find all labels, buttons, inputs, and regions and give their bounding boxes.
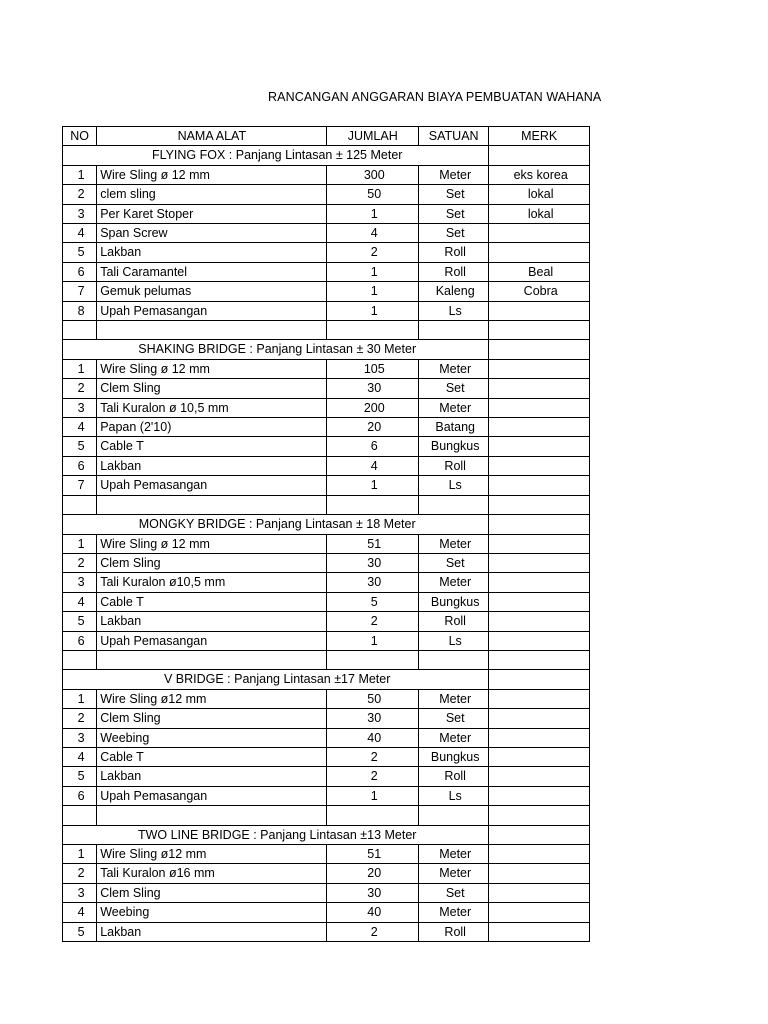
table-row xyxy=(63,689,590,708)
cell-qty: 50 xyxy=(327,185,419,204)
cell-unit: Bungkus xyxy=(419,747,489,766)
cell-name: Wire Sling ø 12 mm xyxy=(97,534,327,553)
spacer-row xyxy=(63,650,590,669)
table-row xyxy=(63,592,590,611)
cell-brand xyxy=(489,243,590,262)
cell-qty: 2 xyxy=(327,747,419,766)
cell-name: Tali Kuralon ø10,5 mm xyxy=(97,573,327,592)
cell-no xyxy=(63,806,97,825)
cell-name: Upah Pemasangan xyxy=(97,476,327,495)
cell-name: Cable T xyxy=(97,747,327,766)
cell-unit: Meter xyxy=(419,864,489,883)
cell-qty: 2 xyxy=(327,922,419,941)
cell-qty: 40 xyxy=(327,903,419,922)
cell-no: 1 xyxy=(63,359,97,378)
cell-no: 5 xyxy=(63,612,97,631)
cell-unit: Ls xyxy=(419,786,489,805)
cell-unit: Roll xyxy=(419,243,489,262)
cell-no: 1 xyxy=(63,689,97,708)
cell-no: 3 xyxy=(63,883,97,902)
cell-no: 3 xyxy=(63,398,97,417)
section-title: MONGKY BRIDGE : Panjang Lintasan ± 18 Meter xyxy=(63,515,489,534)
cell-name: Weebing xyxy=(97,728,327,747)
cell-brand xyxy=(489,418,590,437)
cell-no: 6 xyxy=(63,456,97,475)
cell-name: Upah Pemasangan xyxy=(97,631,327,650)
cell-qty: 1 xyxy=(327,301,419,320)
cell-unit: Meter xyxy=(419,398,489,417)
table-row xyxy=(63,864,590,883)
cell-qty: 1 xyxy=(327,476,419,495)
cell-brand xyxy=(489,883,590,902)
cell-brand xyxy=(489,553,590,572)
cell-no: 6 xyxy=(63,786,97,805)
table-row xyxy=(63,243,590,262)
cell-qty: 30 xyxy=(327,553,419,572)
cell-no: 4 xyxy=(63,592,97,611)
table-body xyxy=(63,146,590,942)
section-title-brand-cell xyxy=(489,340,590,359)
section-title: FLYING FOX : Panjang Lintasan ± 125 Meter xyxy=(63,146,489,165)
cell-qty: 2 xyxy=(327,767,419,786)
cell-name: Lakban xyxy=(97,767,327,786)
cell-no xyxy=(63,495,97,514)
cell-unit: Set xyxy=(419,553,489,572)
section-title: TWO LINE BRIDGE : Panjang Lintasan ±13 Meter xyxy=(63,825,489,844)
cell-brand xyxy=(489,786,590,805)
cell-name: Span Screw xyxy=(97,224,327,243)
table-row xyxy=(63,534,590,553)
cell-unit: Set xyxy=(419,204,489,223)
cell-no: 5 xyxy=(63,243,97,262)
cell-name: Gemuk pelumas xyxy=(97,282,327,301)
header-qty: JUMLAH xyxy=(327,127,419,146)
section-title-brand-cell xyxy=(489,515,590,534)
cell-no: 5 xyxy=(63,437,97,456)
cell-unit xyxy=(419,495,489,514)
cell-name: Lakban xyxy=(97,243,327,262)
cell-qty xyxy=(327,495,419,514)
cell-no: 4 xyxy=(63,903,97,922)
cell-no: 5 xyxy=(63,922,97,941)
cell-unit: Meter xyxy=(419,165,489,184)
section-title: SHAKING BRIDGE : Panjang Lintasan ± 30 Meter xyxy=(63,340,489,359)
cell-brand xyxy=(489,592,590,611)
cell-brand xyxy=(489,864,590,883)
cell-qty: 5 xyxy=(327,592,419,611)
cell-name: Upah Pemasangan xyxy=(97,786,327,805)
cell-name xyxy=(97,650,327,669)
cell-name: Per Karet Stoper xyxy=(97,204,327,223)
cell-brand xyxy=(489,922,590,941)
cell-brand xyxy=(489,398,590,417)
budget-table xyxy=(62,126,590,942)
cell-brand xyxy=(489,631,590,650)
cell-brand xyxy=(489,844,590,863)
cell-no: 5 xyxy=(63,767,97,786)
cell-no: 2 xyxy=(63,864,97,883)
cell-no: 3 xyxy=(63,573,97,592)
cell-name: Wire Sling ø 12 mm xyxy=(97,359,327,378)
cell-qty: 20 xyxy=(327,864,419,883)
cell-qty: 200 xyxy=(327,398,419,417)
table-row xyxy=(63,786,590,805)
cell-brand: Beal xyxy=(489,262,590,281)
cell-qty: 105 xyxy=(327,359,419,378)
cell-qty: 4 xyxy=(327,456,419,475)
cell-brand xyxy=(489,224,590,243)
cell-unit: Meter xyxy=(419,844,489,863)
table-row xyxy=(63,456,590,475)
cell-qty: 300 xyxy=(327,165,419,184)
cell-qty: 6 xyxy=(327,437,419,456)
spacer-row xyxy=(63,321,590,340)
table-row xyxy=(63,301,590,320)
cell-brand: lokal xyxy=(489,185,590,204)
section-title-brand-cell xyxy=(489,670,590,689)
table-row xyxy=(63,437,590,456)
cell-qty: 30 xyxy=(327,379,419,398)
cell-qty: 30 xyxy=(327,883,419,902)
cell-brand xyxy=(489,689,590,708)
section-title-row xyxy=(63,146,590,165)
cell-qty: 30 xyxy=(327,709,419,728)
table-row xyxy=(63,553,590,572)
cell-no: 4 xyxy=(63,418,97,437)
cell-no: 3 xyxy=(63,204,97,223)
cell-no: 6 xyxy=(63,262,97,281)
cell-no: 7 xyxy=(63,476,97,495)
cell-no: 2 xyxy=(63,553,97,572)
table-row xyxy=(63,359,590,378)
cell-brand xyxy=(489,573,590,592)
cell-brand xyxy=(489,767,590,786)
cell-unit: Set xyxy=(419,379,489,398)
cell-unit: Ls xyxy=(419,301,489,320)
cell-name: Tali Caramantel xyxy=(97,262,327,281)
cell-brand xyxy=(489,728,590,747)
cell-brand xyxy=(489,301,590,320)
table-row xyxy=(63,883,590,902)
cell-brand xyxy=(489,495,590,514)
cell-brand: Cobra xyxy=(489,282,590,301)
section-title-row xyxy=(63,825,590,844)
cell-qty: 20 xyxy=(327,418,419,437)
cell-qty: 51 xyxy=(327,844,419,863)
section-title-brand-cell xyxy=(489,825,590,844)
cell-name: Lakban xyxy=(97,456,327,475)
table-row xyxy=(63,612,590,631)
cell-name: Lakban xyxy=(97,922,327,941)
cell-qty: 2 xyxy=(327,243,419,262)
table-row xyxy=(63,282,590,301)
cell-unit: Roll xyxy=(419,767,489,786)
cell-unit: Bungkus xyxy=(419,437,489,456)
cell-qty xyxy=(327,806,419,825)
cell-qty: 40 xyxy=(327,728,419,747)
cell-brand xyxy=(489,359,590,378)
table-row xyxy=(63,398,590,417)
cell-qty: 50 xyxy=(327,689,419,708)
cell-unit: Meter xyxy=(419,573,489,592)
cell-brand xyxy=(489,709,590,728)
cell-unit: Ls xyxy=(419,476,489,495)
cell-name: Tali Kuralon ø16 mm xyxy=(97,864,327,883)
spacer-row xyxy=(63,495,590,514)
section-title-row xyxy=(63,515,590,534)
cell-name: clem sling xyxy=(97,185,327,204)
cell-no: 2 xyxy=(63,709,97,728)
cell-unit: Set xyxy=(419,185,489,204)
cell-unit: Ls xyxy=(419,631,489,650)
cell-brand: lokal xyxy=(489,204,590,223)
cell-no: 2 xyxy=(63,379,97,398)
cell-unit: Batang xyxy=(419,418,489,437)
cell-no: 1 xyxy=(63,165,97,184)
header-brand: MERK xyxy=(489,127,590,146)
cell-name xyxy=(97,806,327,825)
cell-no: 2 xyxy=(63,185,97,204)
cell-unit: Set xyxy=(419,224,489,243)
cell-unit: Bungkus xyxy=(419,592,489,611)
cell-no: 6 xyxy=(63,631,97,650)
cell-unit xyxy=(419,321,489,340)
cell-brand xyxy=(489,612,590,631)
spacer-row xyxy=(63,806,590,825)
cell-unit xyxy=(419,650,489,669)
table-row xyxy=(63,204,590,223)
cell-brand: eks korea xyxy=(489,165,590,184)
cell-name: Cable T xyxy=(97,592,327,611)
cell-qty: 4 xyxy=(327,224,419,243)
cell-brand xyxy=(489,650,590,669)
cell-unit: Set xyxy=(419,883,489,902)
cell-qty: 1 xyxy=(327,631,419,650)
table-row xyxy=(63,747,590,766)
cell-name: Wire Sling ø12 mm xyxy=(97,844,327,863)
cell-brand xyxy=(489,437,590,456)
cell-unit: Roll xyxy=(419,922,489,941)
cell-no xyxy=(63,321,97,340)
cell-unit: Set xyxy=(419,709,489,728)
cell-no: 1 xyxy=(63,534,97,553)
table-row xyxy=(63,165,590,184)
cell-name: Tali Kuralon ø 10,5 mm xyxy=(97,398,327,417)
cell-name: Upah Pemasangan xyxy=(97,301,327,320)
cell-unit: Meter xyxy=(419,689,489,708)
cell-no: 4 xyxy=(63,224,97,243)
cell-no: 8 xyxy=(63,301,97,320)
document-title: RANCANGAN ANGGARAN BIAYA PEMBUATAN WAHANA xyxy=(268,90,602,104)
cell-name: Clem Sling xyxy=(97,883,327,902)
cell-qty: 51 xyxy=(327,534,419,553)
table-row xyxy=(63,262,590,281)
header-no: NO xyxy=(63,127,97,146)
table-row xyxy=(63,573,590,592)
cell-name: Wire Sling ø 12 mm xyxy=(97,165,327,184)
cell-unit: Roll xyxy=(419,456,489,475)
cell-name: Cable T xyxy=(97,437,327,456)
cell-qty: 30 xyxy=(327,573,419,592)
table-row xyxy=(63,631,590,650)
table-row xyxy=(63,903,590,922)
cell-brand xyxy=(489,806,590,825)
cell-name: Clem Sling xyxy=(97,709,327,728)
cell-name: Lakban xyxy=(97,612,327,631)
cell-no: 1 xyxy=(63,844,97,863)
section-title: V BRIDGE : Panjang Lintasan ±17 Meter xyxy=(63,670,489,689)
cell-unit: Meter xyxy=(419,534,489,553)
table-row xyxy=(63,728,590,747)
cell-name: Wire Sling ø12 mm xyxy=(97,689,327,708)
table-row xyxy=(63,476,590,495)
cell-name: Clem Sling xyxy=(97,553,327,572)
cell-no: 7 xyxy=(63,282,97,301)
cell-unit: Meter xyxy=(419,728,489,747)
cell-qty: 1 xyxy=(327,282,419,301)
cell-name: Clem Sling xyxy=(97,379,327,398)
cell-no: 3 xyxy=(63,728,97,747)
table-row xyxy=(63,922,590,941)
cell-qty: 2 xyxy=(327,612,419,631)
cell-brand xyxy=(489,321,590,340)
cell-brand xyxy=(489,903,590,922)
cell-name xyxy=(97,321,327,340)
cell-unit: Roll xyxy=(419,262,489,281)
table-row xyxy=(63,709,590,728)
table-row xyxy=(63,224,590,243)
header-unit: SATUAN xyxy=(419,127,489,146)
header-name: NAMA ALAT xyxy=(97,127,327,146)
table-row xyxy=(63,844,590,863)
section-title-row xyxy=(63,670,590,689)
cell-qty: 1 xyxy=(327,204,419,223)
cell-unit: Kaleng xyxy=(419,282,489,301)
table-row xyxy=(63,767,590,786)
cell-name xyxy=(97,495,327,514)
cell-qty: 1 xyxy=(327,262,419,281)
cell-unit: Meter xyxy=(419,359,489,378)
cell-brand xyxy=(489,747,590,766)
cell-brand xyxy=(489,534,590,553)
cell-unit: Meter xyxy=(419,903,489,922)
table-header-row xyxy=(63,127,590,146)
cell-unit xyxy=(419,806,489,825)
cell-name: Weebing xyxy=(97,903,327,922)
cell-no xyxy=(63,650,97,669)
cell-brand xyxy=(489,476,590,495)
cell-qty: 1 xyxy=(327,786,419,805)
cell-name: Papan (2'10) xyxy=(97,418,327,437)
cell-no: 4 xyxy=(63,747,97,766)
table-row xyxy=(63,185,590,204)
cell-qty xyxy=(327,650,419,669)
section-title-brand-cell xyxy=(489,146,590,165)
cell-brand xyxy=(489,379,590,398)
cell-brand xyxy=(489,456,590,475)
table-row xyxy=(63,418,590,437)
table-row xyxy=(63,379,590,398)
cell-qty xyxy=(327,321,419,340)
cell-unit: Roll xyxy=(419,612,489,631)
section-title-row xyxy=(63,340,590,359)
